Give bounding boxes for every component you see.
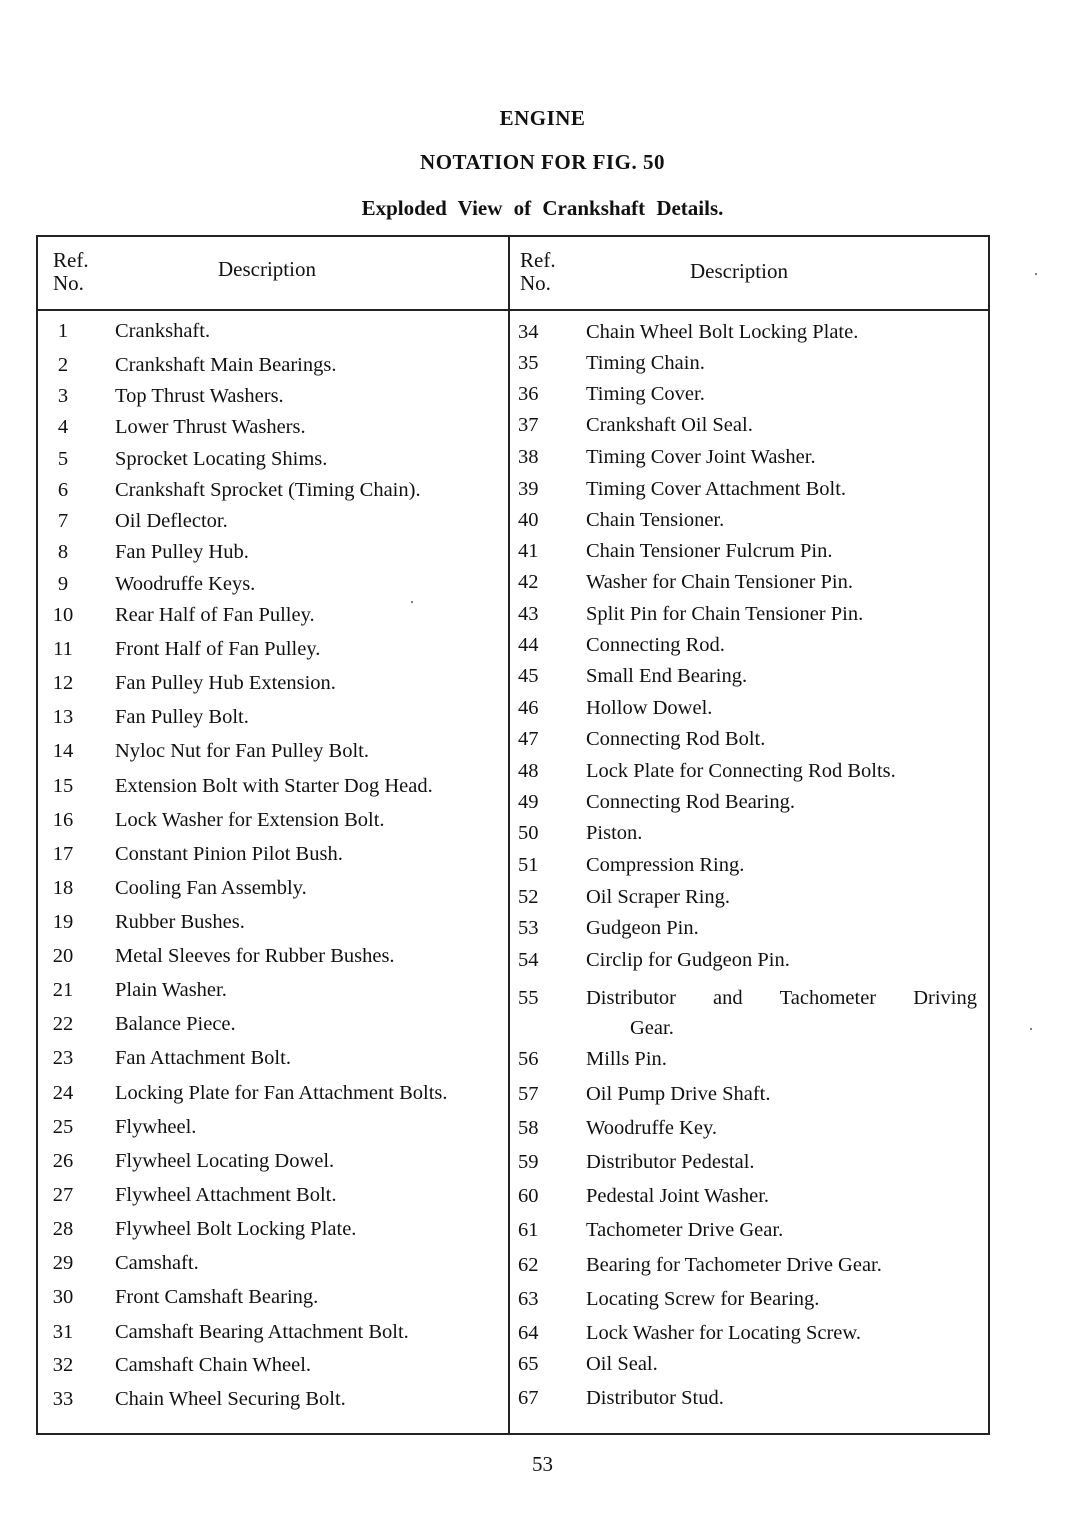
ref-number: 38 [518,446,539,468]
ref-number: 21 [52,979,74,1001]
ref-number: 35 [518,352,539,374]
ref-number: 58 [518,1117,539,1139]
ref-number: 65 [518,1353,539,1375]
ref-number: 54 [518,949,539,971]
ref-number: 48 [518,760,539,782]
part-description: Timing Cover. [586,383,705,405]
ref-number: 36 [518,383,539,405]
ref-number: 23 [52,1047,74,1069]
part-description: Camshaft. [115,1252,199,1274]
part-description: Circlip for Gudgeon Pin. [586,949,790,971]
ref-number: 4 [57,416,69,438]
ref-number: 50 [518,822,539,844]
part-description: Sprocket Locating Shims. [115,448,328,470]
figure-subtitle: Exploded View of Crankshaft Details. [361,196,724,220]
word: Driving [913,987,977,1009]
part-description: Nyloc Nut for Fan Pulley Bolt. [115,740,369,762]
right-ref-header [520,249,556,295]
part-description: Crankshaft. [115,320,211,342]
part-description: Compression Ring. [586,854,745,876]
ref-number: 24 [52,1082,74,1104]
part-description: Oil Deflector. [115,510,228,532]
ref-number: 12 [52,672,74,694]
ref-number: 62 [518,1254,539,1276]
ref-number: 42 [518,571,539,593]
part-description: Oil Pump Drive Shaft. [586,1083,771,1105]
ref-number: 26 [52,1150,74,1172]
part-description: Washer for Chain Tensioner Pin. [586,571,853,593]
ref-number: 1 [57,320,69,342]
ref-number: 28 [52,1218,74,1240]
ref-number: 6 [57,479,69,501]
part-description: Lower Thrust Washers. [115,416,306,438]
ref-number: 15 [52,775,74,797]
part-description: Flywheel Attachment Bolt. [115,1184,337,1206]
part-description: Flywheel Bolt Locking Plate. [115,1218,357,1240]
ref-number: 43 [518,603,539,625]
part-description: Small End Bearing. [586,665,748,687]
part-description: Rear Half of Fan Pulley. [115,604,315,626]
part-description: Camshaft Chain Wheel. [115,1354,312,1376]
part-description: Tachometer Drive Gear. [586,1219,784,1241]
print-speck [1035,273,1037,275]
part-description: Split Pin for Chain Tensioner Pin. [586,603,864,625]
ref-number: 22 [52,1013,74,1035]
ref-number: 55 [518,987,539,1009]
right-description-header: Description [690,259,788,283]
part-description: Connecting Rod. [586,634,725,656]
ref-number: 67 [518,1387,539,1409]
ref-number: 46 [518,697,539,719]
ref-number: 18 [52,877,74,899]
ref-number: 16 [52,809,74,831]
no-label: No. [520,271,551,295]
part-description: Constant Pinion Pilot Bush. [115,843,343,865]
ref-number: 19 [52,911,74,933]
ref-number: 20 [52,945,74,967]
ref-number: 30 [52,1286,74,1308]
column-divider [508,235,510,1435]
part-description: Metal Sleeves for Rubber Bushes. [115,945,395,967]
part-description: Cooling Fan Assembly. [115,877,307,899]
ref-number: 13 [52,706,74,728]
header-rule [36,309,990,311]
part-description: Crankshaft Oil Seal. [586,414,753,436]
left-description-header: Description [218,257,316,281]
ref-number: 44 [518,634,539,656]
section-title: ENGINE [499,106,586,130]
ref-number: 47 [518,728,539,750]
part-description: Chain Tensioner Fulcrum Pin. [586,540,833,562]
part-description: Distributor Stud. [586,1387,724,1409]
ref-number: 11 [53,638,73,660]
ref-number: 17 [52,843,74,865]
ref-number: 2 [57,354,69,376]
part-description: Timing Chain. [586,352,705,374]
ref-number: 52 [518,886,539,908]
part-description: Timing Cover Joint Washer. [586,446,816,468]
part-description: Bearing for Tachometer Drive Gear. [586,1254,882,1276]
page-number: 53 [532,1452,553,1476]
part-description: Top Thrust Washers. [115,385,284,407]
ref-number: 60 [518,1185,539,1207]
ref-number: 37 [518,414,539,436]
part-description: Plain Washer. [115,979,227,1001]
ref-number: 53 [518,917,539,939]
part-description: Crankshaft Sprocket (Timing Chain). [115,479,421,501]
part-description: Chain Wheel Securing Bolt. [115,1388,346,1410]
part-description: Fan Pulley Hub. [115,541,249,563]
part-description: Locking Plate for Fan Attachment Bolts. [115,1082,448,1104]
part-description: Balance Piece. [115,1013,236,1035]
ref-label: Ref. [520,248,556,272]
ref-number: 33 [52,1388,74,1410]
ref-number: 63 [518,1288,539,1310]
part-description: Oil Scraper Ring. [586,886,731,908]
left-ref-header [53,249,89,295]
ref-number: 64 [518,1322,539,1344]
ref-number: 25 [52,1116,74,1138]
part-description: Lock Washer for Locating Screw. [586,1322,861,1344]
ref-number: 41 [518,540,539,562]
part-description: Front Half of Fan Pulley. [115,638,321,660]
print-speck [411,601,413,603]
part-description: Mills Pin. [586,1048,667,1070]
ref-number: 14 [52,740,74,762]
wrapped-description [586,983,977,1013]
notation-title: NOTATION FOR FIG. 50 [420,150,665,174]
part-description: Connecting Rod Bolt. [586,728,766,750]
part-description: Timing Cover Attachment Bolt. [586,478,847,500]
ref-number: 5 [57,448,69,470]
part-description: Connecting Rod Bearing. [586,791,795,813]
ref-number: 9 [57,573,69,595]
part-description: Hollow Dowel. [586,697,713,719]
ref-number: 61 [518,1219,539,1241]
part-description: Lock Washer for Extension Bolt. [115,809,385,831]
part-description: Chain Tensioner. [586,509,725,531]
part-description: Piston. [586,822,643,844]
part-description: Lock Plate for Connecting Rod Bolts. [586,760,896,782]
ref-number: 31 [52,1321,74,1343]
ref-number: 56 [518,1048,539,1070]
print-speck [1030,1028,1032,1030]
part-description: Flywheel Locating Dowel. [115,1150,335,1172]
ref-number: 29 [52,1252,74,1274]
part-description: Locating Screw for Bearing. [586,1288,820,1310]
part-description: Flywheel. [115,1116,197,1138]
part-description: Fan Pulley Bolt. [115,706,249,728]
ref-label: Ref. [53,248,89,272]
ref-number: 34 [518,321,539,343]
word: and [713,987,743,1009]
ref-number: 57 [518,1083,539,1105]
part-description: Gudgeon Pin. [586,917,699,939]
part-description: Woodruffe Keys. [115,573,256,595]
part-description: Pedestal Joint Washer. [586,1185,770,1207]
ref-number: 7 [57,510,69,532]
part-description: Rubber Bushes. [115,911,245,933]
part-description: Extension Bolt with Starter Dog Head. [115,775,433,797]
ref-number: 59 [518,1151,539,1173]
ref-number: 45 [518,665,539,687]
no-label: No. [53,271,84,295]
part-description: Woodruffe Key. [586,1117,717,1139]
part-description: Camshaft Bearing Attachment Bolt. [115,1321,409,1343]
ref-number: 8 [57,541,69,563]
part-description: Fan Attachment Bolt. [115,1047,291,1069]
part-description: Distributor Pedestal. [586,1151,755,1173]
ref-number: 51 [518,854,539,876]
wrapped-description-continuation: Gear. [630,1017,674,1039]
ref-number: 10 [52,604,74,626]
part-description: Front Camshaft Bearing. [115,1286,319,1308]
ref-number: 39 [518,478,539,500]
word: Distributor [586,987,676,1009]
part-description: Fan Pulley Hub Extension. [115,672,336,694]
ref-number: 49 [518,791,539,813]
ref-number: 3 [57,385,69,407]
ref-number: 27 [52,1184,74,1206]
part-description: Crankshaft Main Bearings. [115,354,337,376]
part-description: Chain Wheel Bolt Locking Plate. [586,321,859,343]
part-description: Oil Seal. [586,1353,658,1375]
ref-number: 32 [52,1354,74,1376]
word: Tachometer [779,987,877,1009]
ref-number: 40 [518,509,539,531]
